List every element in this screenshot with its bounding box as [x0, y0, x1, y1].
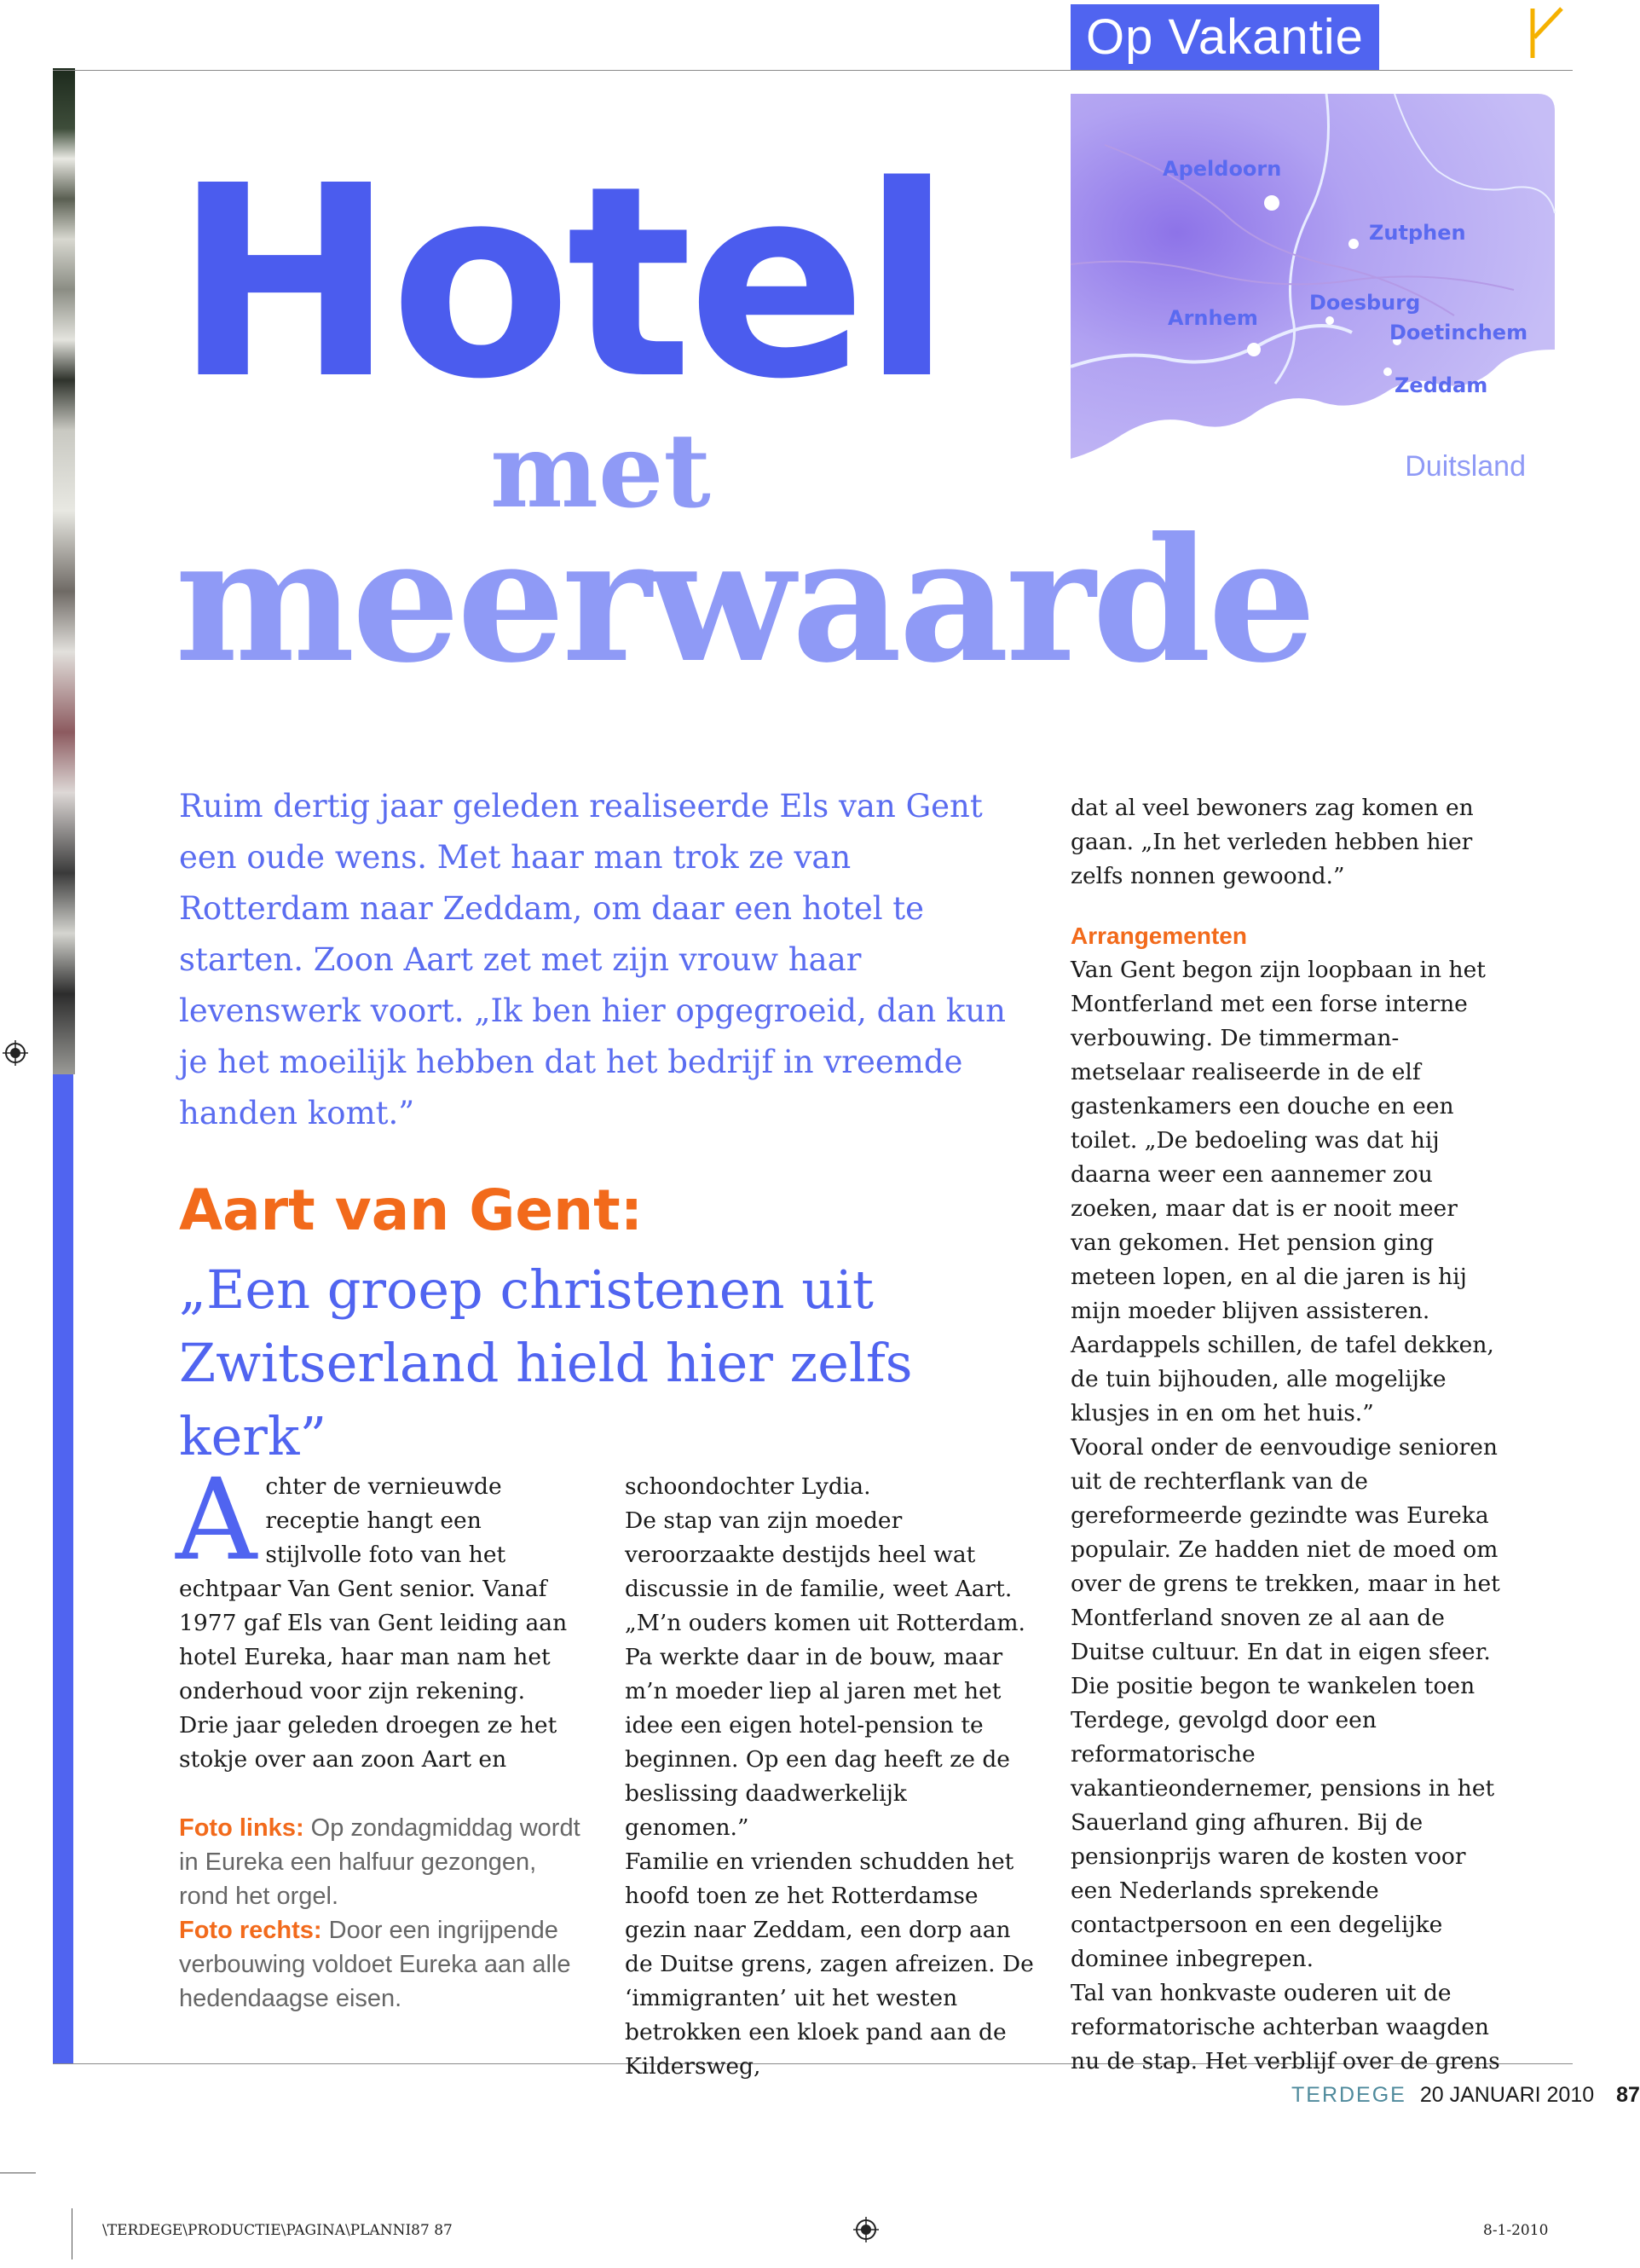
- left-accent-bar: [53, 1074, 73, 2063]
- map-label-apeldoorn: Apeldoorn: [1163, 157, 1282, 181]
- caption-right-text: Door een ingrijpende verbouwing voldoet Eureka aan alle hedendaagse eisen.: [179, 1917, 571, 2012]
- map-land: [1071, 94, 1555, 459]
- town-marker-arnhem: [1247, 343, 1261, 356]
- slug-date: 8-1-2010: [1483, 2222, 1549, 2239]
- map-border-label: Duitsland: [1405, 450, 1526, 483]
- registration-mark-icon: [853, 2217, 879, 2242]
- body-paragraph: dat al veel bewoners zag komen en gaan. „In het verleden hebben hier zelfs nonnen gewoond.”: [1071, 795, 1474, 889]
- caption-right-label: Foto rechts:: [179, 1917, 322, 1944]
- page-number: 87: [1616, 2083, 1640, 2107]
- subhead-arrangementen: Arrangementen: [1071, 923, 1247, 949]
- drop-cap: A: [176, 1455, 257, 1586]
- body-column-1: [176, 1455, 580, 1777]
- body-paragraph: Vooral onder de eenvoudige senioren uit de rechterflank van de gereformeerde gezindte was Eureka populair. Ze hadden niet de moed om over de grens te trekken, maar in het Montferland snoven ze al aan de Duitse cultuur. En dat in eigen sfeer. Die positie begon te wankelen toen Terdege, gevolgd door een reformatorische vakantieondernemer, pensions in het Sauerland ging afhuren. Bij de pensionprijs waren de kosten voor een Nederlands sprekende contactpersoon en een degelijke dominee inbegrepen.: [1071, 1434, 1500, 1972]
- body-column-2: [625, 1470, 1034, 2084]
- page-footer: [1291, 2078, 1640, 2112]
- section-label: Op Vakantie: [1071, 4, 1379, 70]
- intro-lead: Ruim dertig jaar geleden realiseerde Els van Gent een oude wens. Met haar man trok ze van Rotterdam naar Zeddam, om daar een hotel te starten. Zoon Aart zet met zijn vrouw haar levenswerk voort. „Ik ben hier opgegroeid, dan kun je het moeilijk hebben dat het bedrijf in vreemde handen komt.”: [179, 788, 1007, 1131]
- town-marker-doesburg: [1325, 316, 1334, 325]
- body-paragraph: Familie en vrienden schudden het hoofd toen ze het Rotterdamse gezin naar Zeddam, een dorp aan de Duitse grens, zagen afreizen. De ‘immigranten’ uit het westen betrokken een kloek pand aan de Kildersweg,: [625, 1849, 1034, 2080]
- map-label-zeddam: Zeddam: [1395, 373, 1488, 397]
- body-paragraph: Van Gent begon zijn loopbaan in het Montferland met een forse interne verbouwing. De timmerman-metselaar realiseerde in de elf gastenkamers een douche en een toilet. „De bedoeling was dat hij daarna weer een aannemer zou zoeken, maar dat is er nooit meer van gekomen. Het pension ging meteen lopen, en al die jaren is hij mijn moeder blijven assisteren. Aardappels schillen, de tafel dekken, de tuin bijhouden, alle mogelijke klusjes in en om het huis.”: [1071, 957, 1494, 1426]
- town-marker-zeddam: [1383, 367, 1392, 376]
- town-marker-zutphen: [1348, 239, 1359, 249]
- body-paragraph: schoondochter Lydia.: [625, 1473, 871, 1500]
- magazine-name: TERDEGE: [1291, 2083, 1406, 2107]
- photo-captions: [179, 1811, 588, 2016]
- slug-file-path: \TERDEGE\PRODUCTIE\PAGINA\PLANNI87 87: [102, 2222, 453, 2239]
- region-map: [1071, 94, 1555, 459]
- map-label-zutphen: Zutphen: [1369, 221, 1466, 245]
- headline-hotel: Hotel: [174, 130, 948, 437]
- issue-date: 20 JANUARI 2010: [1419, 2083, 1595, 2107]
- paragraph-spacer: [1071, 894, 1501, 919]
- caption-left-label: Foto links:: [179, 1814, 304, 1842]
- left-photo-strip: [53, 68, 75, 1074]
- body-paragraph: chter de vernieuwde receptie hangt een stijlvolle foto van het echtpaar Van Gent senior. Vanaf 1977 gaf Els van Gent leiding aan hotel Eureka, haar man nam het onderhoud voor zijn rekening. Drie jaar geleden droegen ze het stokje over aan zoon Aart en: [179, 1473, 568, 1773]
- body-paragraph: Tal van honkvaste ouderen uit de reformatorische achterban waagden nu de stap. Het verblijf over de grens: [1071, 1980, 1500, 2074]
- pull-quote-text: „Een groep christenen uit Zwitserland hield hier zelfs kerk”: [179, 1258, 913, 1467]
- body-column-3: [1071, 791, 1501, 2079]
- corner-logo-mark: [1527, 3, 1570, 63]
- map-label-arnhem: Arnhem: [1168, 306, 1258, 330]
- body-paragraph: De stap van zijn moeder veroorzaakte destijds heel wat discussie in de familie, weet Aart. „M’n ouders komen uit Rotterdam. Pa werkte daar in de bouw, maar m’n moeder liep al jaren met het idee een eigen hotel-pension te beginnen. Op een dag heeft ze de beslissing daadwerkelijk genomen.”: [625, 1507, 1025, 1841]
- map-label-doesburg: Doesburg: [1309, 291, 1421, 315]
- pull-quote-name: Aart van Gent:: [179, 1177, 644, 1243]
- headline-meerwaarde: meerwaarde: [175, 500, 1314, 701]
- map-label-doetinchem: Doetinchem: [1389, 321, 1528, 344]
- caption-left-text: Op zondagmiddag wordt in Eureka een halfuur gezongen, rond het orgel.: [179, 1814, 580, 1910]
- caption-left: [179, 1811, 588, 1913]
- page-frame-top: [53, 70, 1573, 71]
- registration-mark-icon: [3, 1040, 28, 1066]
- town-marker-apeldoorn: [1264, 195, 1279, 211]
- caption-right: [179, 1913, 588, 2016]
- headline-met: met: [490, 411, 711, 531]
